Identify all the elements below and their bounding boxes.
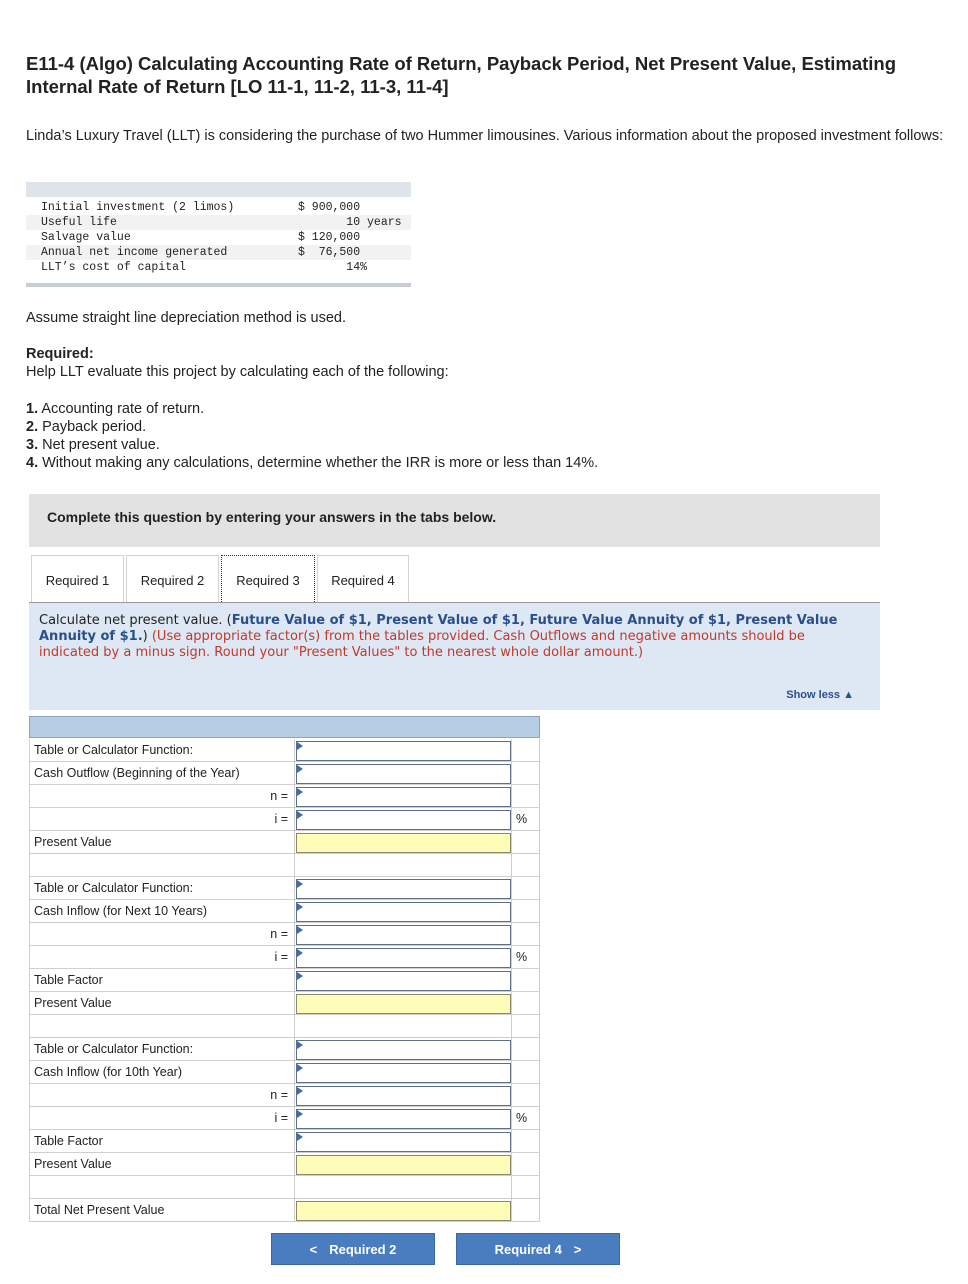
present-value-output [296, 833, 511, 853]
page-title: E11-4 (Algo) Calculating Accounting Rate of Return, Payback Period, Net Present Value, Estimating Internal Rate of Return [LO 11-1, 11-2, 11-3, 11-4] [26, 53, 897, 97]
row-label: i = [29, 1107, 295, 1130]
total-npv-output [296, 1201, 511, 1221]
answer-cell [295, 1199, 512, 1222]
unit-cell [512, 1061, 540, 1084]
required-item-number: 3. [26, 437, 39, 453]
answer-cell [295, 1084, 512, 1107]
table-row [29, 854, 540, 877]
input-marker-icon [297, 1064, 303, 1072]
info-row [26, 245, 411, 260]
dropdown-marker-icon [297, 880, 303, 888]
table-row [29, 1176, 540, 1199]
table-row [29, 1153, 540, 1176]
input-marker-icon [297, 1087, 303, 1095]
unit-cell [512, 877, 540, 900]
n-input[interactable] [296, 1086, 511, 1106]
answer-cell [295, 969, 512, 992]
row-label: Present Value [29, 1153, 295, 1176]
n-input[interactable] [296, 787, 511, 807]
table-row [29, 831, 540, 854]
worksheet-header [29, 716, 540, 738]
answer-cell [295, 739, 512, 762]
unit-cell [512, 1130, 540, 1153]
instructions-note: (Use appropriate factor(s) from the tables provided. Cash Outflows and negative amounts should be indicated by a minus sign. Round your "Present Values" to the nearest whole dollar amount.) [39, 629, 805, 660]
i-input[interactable] [296, 810, 511, 830]
answer-cell [295, 1038, 512, 1061]
required-item-text: Net present value. [38, 437, 160, 453]
show-less-link[interactable]: Show less ▲ [786, 689, 854, 701]
input-marker-icon [297, 811, 303, 819]
info-table-bottom-border [26, 283, 411, 287]
answer-cell [295, 762, 512, 785]
row-label: Cash Outflow (Beginning of the Year) [29, 762, 295, 785]
row-label: Table or Calculator Function: [29, 877, 295, 900]
info-table-top-border [26, 182, 411, 197]
info-value: $ 900,000 [298, 201, 361, 214]
answer-cell [295, 785, 512, 808]
table-row [29, 923, 540, 946]
unit-cell [512, 992, 540, 1015]
table-row [29, 992, 540, 1015]
table-factor-input[interactable] [296, 1132, 511, 1152]
answer-cell [295, 1130, 512, 1153]
info-row [26, 230, 411, 245]
info-row [26, 215, 411, 230]
percent-unit: % [512, 808, 540, 831]
present-value-output [296, 1155, 511, 1175]
table-row [29, 1107, 540, 1130]
cash-inflow-input[interactable] [296, 902, 511, 922]
unit-cell [512, 1176, 540, 1199]
row-label: Present Value [29, 992, 295, 1015]
unit-cell [512, 739, 540, 762]
input-marker-icon [297, 926, 303, 934]
info-value: 14% [298, 261, 368, 274]
input-marker-icon [297, 903, 303, 911]
required-item-text: Accounting rate of return. [38, 401, 205, 417]
tab-required-1[interactable]: Required 1 [31, 555, 124, 602]
percent-unit: % [512, 1107, 540, 1130]
required-item-text: Payback period. [38, 419, 147, 435]
unit-cell [512, 1199, 540, 1222]
intro-text: Linda’s Luxury Travel (LLT) is considering the purchase of two Hummer limousines. Various information about the proposed investment follows: [26, 128, 944, 144]
required-item-number: 1. [26, 401, 39, 417]
input-marker-icon [297, 765, 303, 773]
table-row [29, 808, 540, 831]
row-label: Cash Inflow (for Next 10 Years) [29, 900, 295, 923]
required-item-number: 4. [26, 455, 39, 471]
info-label: Salvage value [41, 231, 131, 244]
answer-cell [295, 1061, 512, 1084]
table-row [29, 762, 540, 785]
factor-table-links[interactable]: Future Value of $1, Present Value of $1, Future Value Annuity of $1, Present Value Annuity of $1. [39, 613, 838, 644]
required-item-number: 2. [26, 419, 39, 435]
npv-worksheet [29, 716, 540, 1223]
info-row [26, 260, 411, 275]
dropdown-marker-icon [297, 742, 303, 750]
investment-info-table [26, 182, 411, 287]
chevron-right-icon: > [573, 1242, 582, 1257]
input-marker-icon [297, 788, 303, 796]
unit-cell [512, 1084, 540, 1107]
input-marker-icon [297, 1133, 303, 1141]
n-input[interactable] [296, 925, 511, 945]
table-row [29, 969, 540, 992]
table-row [29, 739, 540, 762]
i-input[interactable] [296, 948, 511, 968]
calc-function-dropdown[interactable] [296, 879, 511, 899]
unit-cell [512, 762, 540, 785]
next-required-4-button[interactable] [456, 1233, 620, 1265]
required-item-text: Without making any calculations, determine whether the IRR is more or less than 14%. [38, 455, 599, 471]
table-row [29, 1015, 540, 1038]
i-input[interactable] [296, 1109, 511, 1129]
input-marker-icon [297, 972, 303, 980]
info-label: Useful life [41, 216, 117, 229]
input-marker-icon [297, 1110, 303, 1118]
row-label: i = [29, 946, 295, 969]
dropdown-marker-icon [297, 1041, 303, 1049]
table-row [29, 1038, 540, 1061]
present-value-output [296, 994, 511, 1014]
answer-cell [295, 992, 512, 1015]
prev-button-label: Required 2 [329, 1242, 397, 1257]
info-label: LLT’s cost of capital [41, 261, 186, 274]
info-label: Annual net income generated [41, 246, 228, 259]
answer-cell [295, 831, 512, 854]
info-value: $ 120,000 [298, 231, 361, 244]
answer-cell [295, 854, 512, 877]
required-item [26, 436, 598, 454]
answer-cell [295, 923, 512, 946]
answer-cell [295, 946, 512, 969]
unit-cell [512, 1153, 540, 1176]
row-label: Cash Inflow (for 10th Year) [29, 1061, 295, 1084]
percent-unit: % [512, 946, 540, 969]
answer-cell [295, 1176, 512, 1199]
required-subtext: Help LLT evaluate this project by calculating each of the following: [26, 364, 449, 380]
chevron-left-icon: < [309, 1242, 318, 1257]
row-label [29, 1015, 295, 1038]
table-factor-input[interactable] [296, 971, 511, 991]
complete-banner-text: Complete this question by entering your answers in the tabs below. [47, 509, 497, 525]
row-label: n = [29, 923, 295, 946]
answer-cell [295, 1015, 512, 1038]
unit-cell [512, 969, 540, 992]
next-button-label: Required 4 [494, 1242, 562, 1257]
table-row [29, 946, 540, 969]
table-row [29, 1130, 540, 1153]
info-value: $ 76,500 [298, 246, 361, 259]
complete-banner [29, 494, 880, 547]
tab-required-2[interactable]: Required 2 [126, 555, 219, 602]
row-label: i = [29, 808, 295, 831]
row-label: Table or Calculator Function: [29, 739, 295, 762]
row-label: Table Factor [29, 969, 295, 992]
unit-cell [512, 1038, 540, 1061]
table-row [29, 785, 540, 808]
prev-required-2-button[interactable] [271, 1233, 435, 1265]
answer-cell [295, 808, 512, 831]
tab-required-3[interactable]: Required 3 [221, 555, 315, 602]
row-label: Present Value [29, 831, 295, 854]
required-item [26, 400, 598, 418]
row-label: Table or Calculator Function: [29, 1038, 295, 1061]
table-row [29, 1199, 540, 1222]
instructions-panel [29, 603, 880, 710]
row-label: n = [29, 785, 295, 808]
assumption-text: Assume straight line depreciation method is used. [26, 310, 346, 326]
row-label: Table Factor [29, 1130, 295, 1153]
row-label: Total Net Present Value [29, 1199, 295, 1222]
answer-cell [295, 1107, 512, 1130]
table-row [29, 1084, 540, 1107]
cash-outflow-input[interactable] [296, 764, 511, 784]
instructions-text [39, 613, 859, 661]
table-row [29, 877, 540, 900]
instructions-lead: Calculate net present value. ( [39, 613, 232, 628]
table-row [29, 1061, 540, 1084]
row-label [29, 854, 295, 877]
answer-cell [295, 900, 512, 923]
unit-cell [512, 923, 540, 946]
row-label: n = [29, 1084, 295, 1107]
unit-cell [512, 900, 540, 923]
unit-cell [512, 1015, 540, 1038]
unit-cell [512, 854, 540, 877]
required-list [26, 400, 598, 472]
table-row [29, 900, 540, 923]
info-row [26, 200, 411, 215]
salvage-inflow-input[interactable] [296, 1063, 511, 1083]
answer-cell [295, 1153, 512, 1176]
required-heading: Required: [26, 346, 94, 362]
calc-function-dropdown[interactable] [296, 741, 511, 761]
unit-cell [512, 785, 540, 808]
answer-cell [295, 877, 512, 900]
unit-cell [512, 831, 540, 854]
tab-required-4[interactable]: Required 4 [317, 555, 409, 602]
instructions-close: ) [142, 629, 148, 644]
info-value: 10 years [298, 216, 402, 229]
input-marker-icon [297, 949, 303, 957]
required-item [26, 454, 598, 472]
row-label [29, 1176, 295, 1199]
required-item [26, 418, 598, 436]
info-label: Initial investment (2 limos) [41, 201, 235, 214]
calc-function-dropdown[interactable] [296, 1040, 511, 1060]
